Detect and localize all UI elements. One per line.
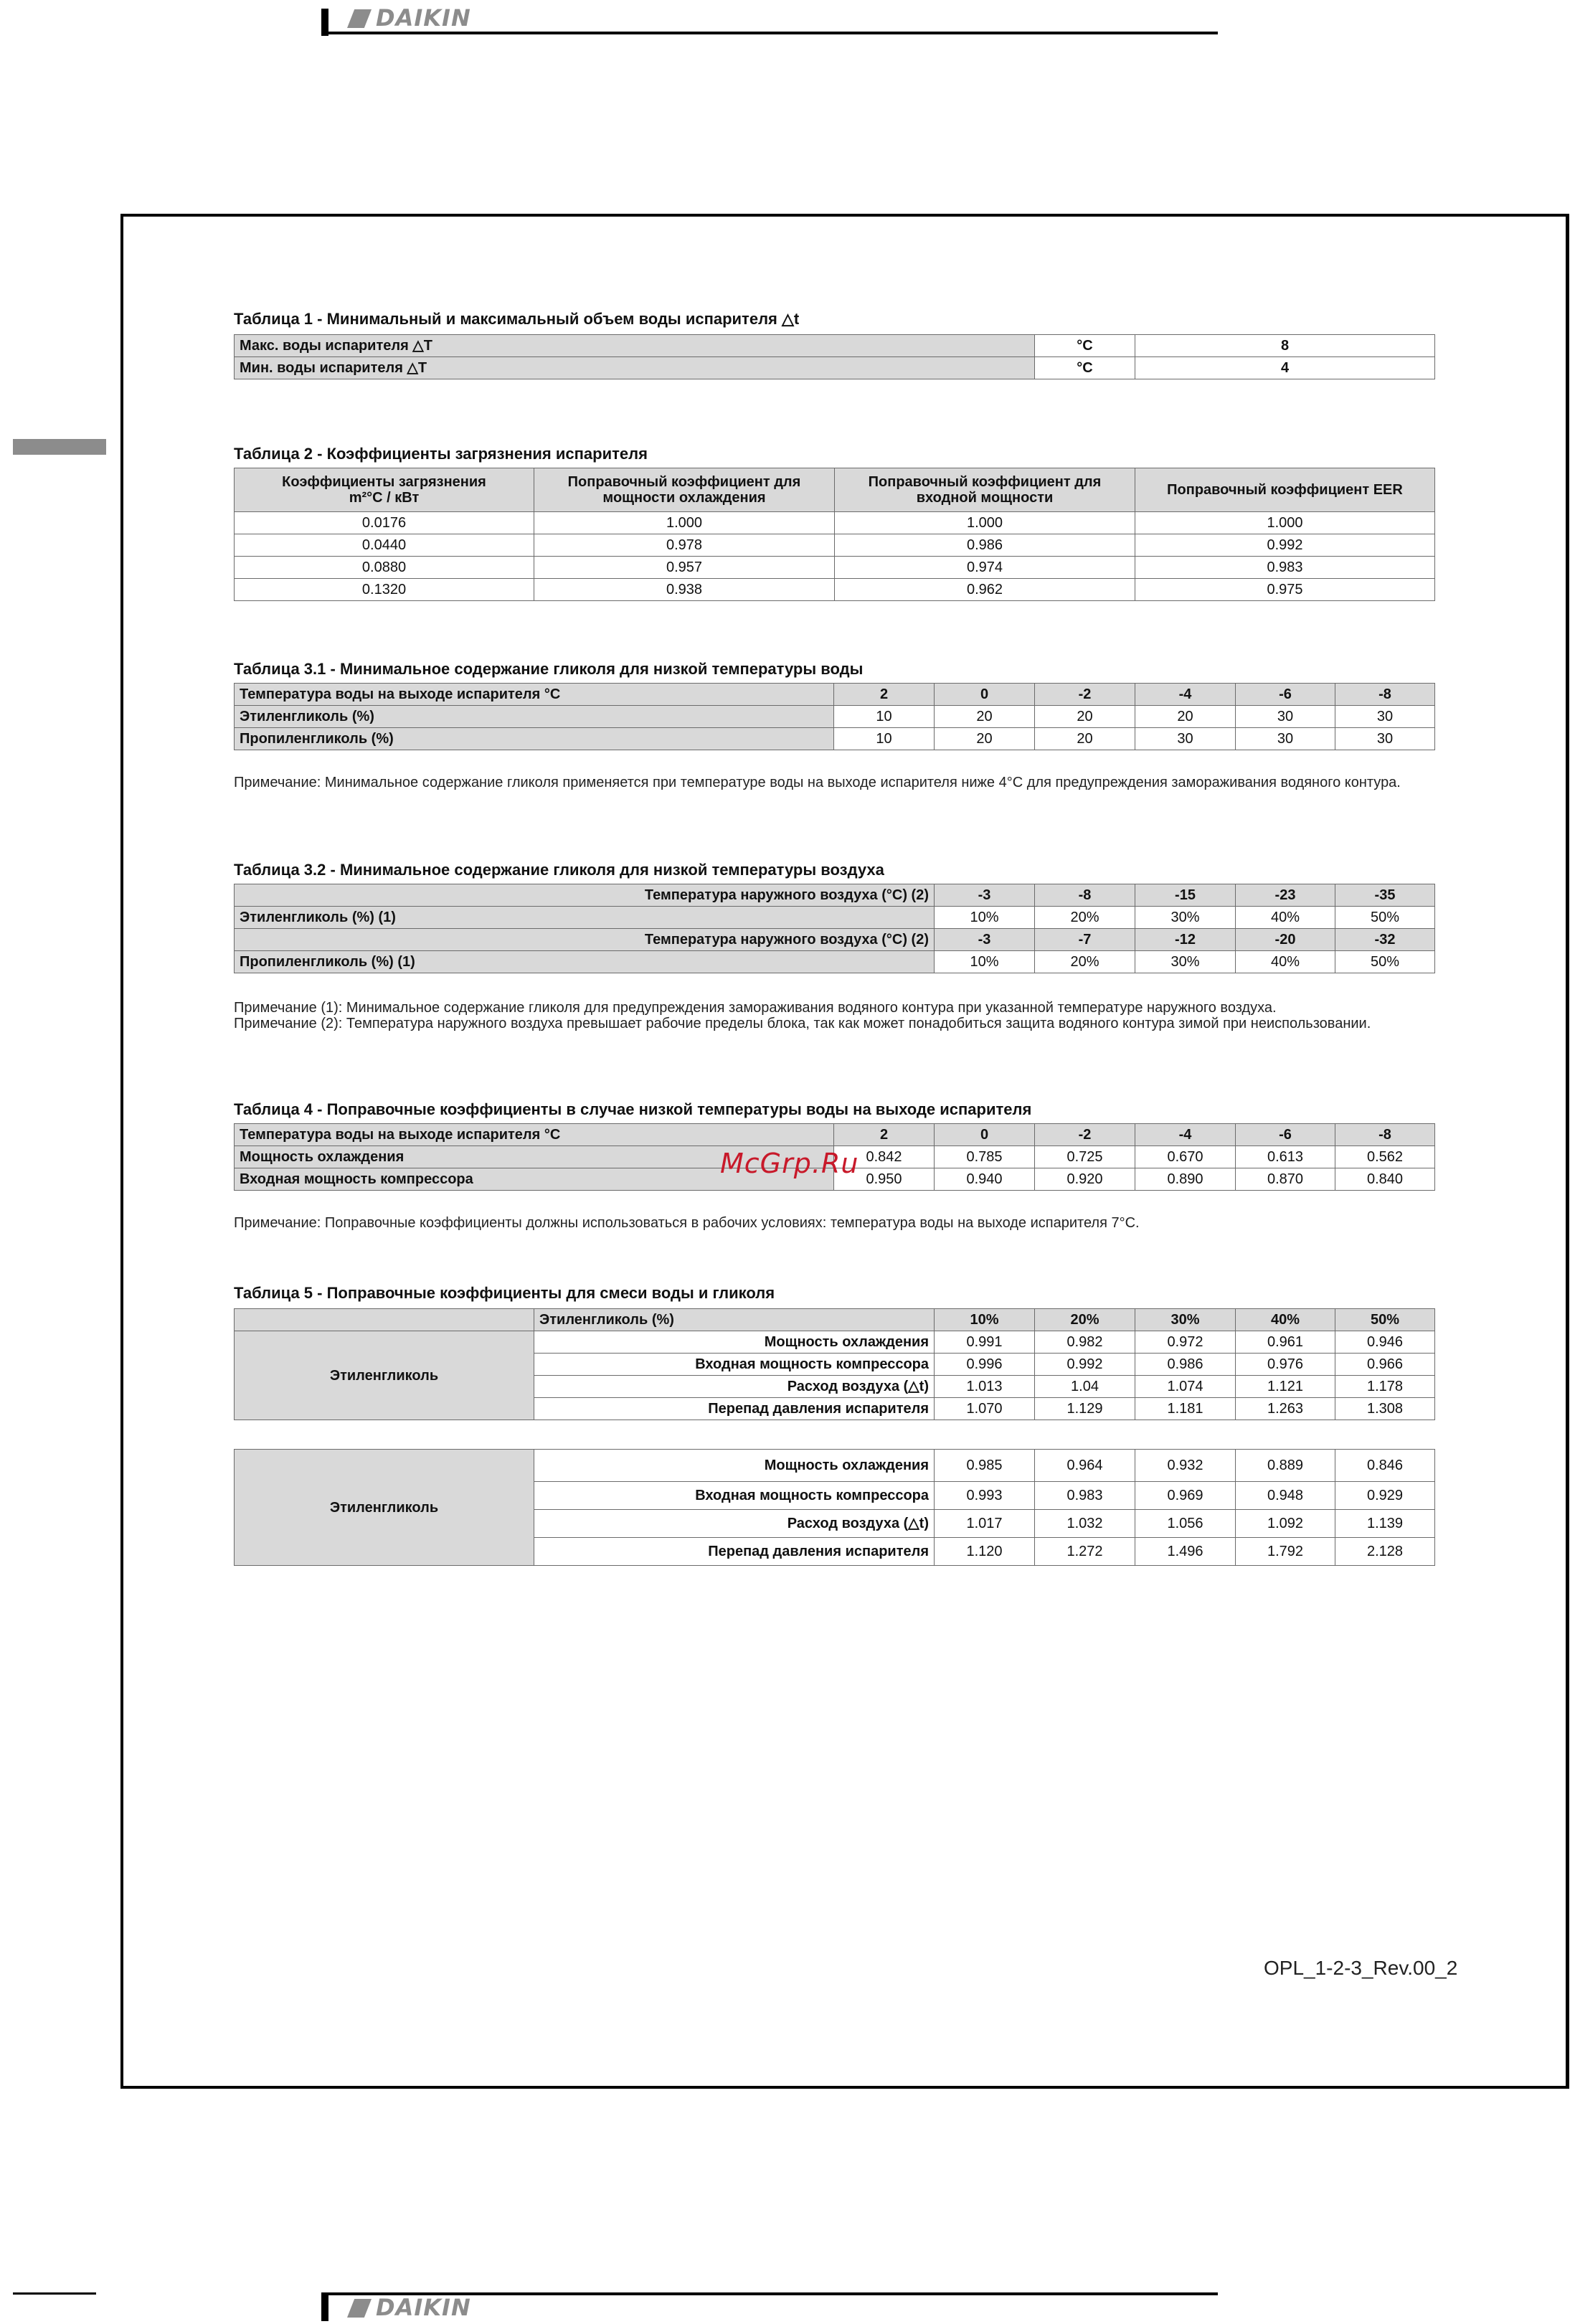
row-label: Входная мощность компрессора: [235, 1168, 834, 1191]
table-cell: 0.976: [1236, 1354, 1335, 1376]
table-cell: 20%: [1035, 951, 1135, 973]
table-cell: 0.982: [1035, 1331, 1135, 1354]
temp-cell: -8: [1035, 884, 1135, 907]
temp-cell: -6: [1236, 684, 1335, 706]
table-header-row: [235, 884, 1435, 907]
row-label: Мощность охлаждения: [534, 1331, 935, 1354]
table-cell: 30: [1236, 728, 1335, 750]
table-cell: 1.496: [1135, 1538, 1236, 1566]
table-cell: 1.013: [935, 1376, 1035, 1398]
table-cell: 1.070: [935, 1398, 1035, 1420]
header-fouling: [235, 468, 534, 512]
brand-logo: [347, 4, 471, 32]
row-label: Пропиленгликоль (%): [235, 728, 834, 750]
table-cell: 0.950: [834, 1168, 935, 1191]
temp-cell: -2: [1035, 1124, 1135, 1146]
table-cell: 0.938: [534, 579, 835, 601]
percent-cell: 30%: [1135, 1309, 1236, 1331]
table-cell: 30%: [1135, 951, 1236, 973]
temp-cell: 2: [834, 684, 935, 706]
table-cell: 0.932: [1135, 1450, 1236, 1482]
header-text: Коэффициенты загрязнения: [282, 474, 486, 490]
row-label: Перепад давления испарителя: [534, 1538, 935, 1566]
table-cell: 0.870: [1236, 1168, 1335, 1191]
table-cell: 1.074: [1135, 1376, 1236, 1398]
table-cell: 10%: [935, 951, 1035, 973]
row-label: Макс. воды испарителя △T: [235, 335, 1035, 357]
table-cell: 20: [1135, 706, 1236, 728]
temp-cell: -4: [1135, 1124, 1236, 1146]
table-header-row: [235, 929, 1435, 951]
table-cell: 0.842: [834, 1146, 935, 1168]
table-cell: 0.969: [1135, 1482, 1236, 1510]
footer-mark: [321, 2292, 328, 2321]
temp-cell: -8: [1335, 1124, 1435, 1146]
unit-cell: °C: [1035, 357, 1135, 379]
table-cell: 1.092: [1236, 1510, 1335, 1538]
table-cell: 0.986: [835, 534, 1135, 557]
table32: [234, 884, 1435, 973]
table-cell: 20: [1035, 706, 1135, 728]
percent-cell: 20%: [1035, 1309, 1135, 1331]
temp-cell: 2: [834, 1124, 935, 1146]
table-cell: 1.272: [1035, 1538, 1135, 1566]
table-row: [235, 1331, 1435, 1354]
table-cell: 0.929: [1335, 1482, 1435, 1510]
table-cell: 0.983: [1035, 1482, 1135, 1510]
table-cell: 1.129: [1035, 1398, 1135, 1420]
table-cell: 30: [1135, 728, 1236, 750]
table-row: [235, 706, 1435, 728]
table-cell: 30: [1236, 706, 1335, 728]
table-cell: 0.992: [1035, 1354, 1135, 1376]
side-tab-marker: [13, 439, 106, 455]
temp-cell: -4: [1135, 684, 1236, 706]
percent-cell: 40%: [1236, 1309, 1335, 1331]
header-rule: [321, 32, 1218, 34]
table-cell: 1.121: [1236, 1376, 1335, 1398]
temp-cell: -20: [1236, 929, 1335, 951]
temp-cell: -2: [1035, 684, 1135, 706]
header-label: Температура воды на выходе испарителя °C: [235, 1124, 834, 1146]
row-label: Мощность охлаждения: [235, 1146, 834, 1168]
brand-name: DAIKIN: [376, 4, 471, 32]
group-label: Этиленгликоль: [235, 1450, 534, 1566]
table-cell: 20: [1035, 728, 1135, 750]
header-label: Температура воды на выходе испарителя °C: [235, 684, 834, 706]
table-cell: 0.992: [1135, 534, 1435, 557]
table-cell: 0.725: [1035, 1146, 1135, 1168]
table-cell: 1.263: [1236, 1398, 1335, 1420]
footer-left-rule: [13, 2292, 96, 2295]
header-input: Поправочный коэффициент для входной мощности: [835, 468, 1135, 512]
table-cell: 0.0176: [235, 512, 534, 534]
table32-note-2: Примечание (2): Температура наружного воздуха превышает рабочие пределы блока, так как может понадобиться защита водяного контура зимой при неиспользовании.: [234, 1016, 1371, 1031]
table-cell: 0.974: [835, 557, 1135, 579]
table-header-row: [235, 1309, 1435, 1331]
table-cell: 0.946: [1335, 1331, 1435, 1354]
temp-cell: -12: [1135, 929, 1236, 951]
table2: [234, 468, 1435, 601]
brand-logo-icon: [347, 9, 372, 28]
table-cell: 0.962: [835, 579, 1135, 601]
table-cell: 40%: [1236, 951, 1335, 973]
header-cooling: Поправочный коэффициент для мощности охлаждения: [534, 468, 835, 512]
group-label: Этиленгликоль: [235, 1331, 534, 1420]
table-cell: 10%: [935, 907, 1035, 929]
table-row: [235, 357, 1435, 379]
table-cell: 1.139: [1335, 1510, 1435, 1538]
brand-name: DAIKIN: [376, 2294, 471, 2321]
table4-title: Таблица 4 - Поправочные коэффициенты в случае низкой температуры воды на выходе испарителя: [234, 1100, 1032, 1118]
table-cell: 0.1320: [235, 579, 534, 601]
document-code: OPL_1-2-3_Rev.00_2: [1264, 1957, 1458, 1979]
table-cell: 1.000: [1135, 512, 1435, 534]
row-label: Входная мощность компрессора: [534, 1354, 935, 1376]
table-cell: 0.961: [1236, 1331, 1335, 1354]
header-unit: m²°C / кВт: [349, 490, 420, 506]
table-row: [235, 951, 1435, 973]
table-cell: 0.978: [534, 534, 835, 557]
table-header-row: [235, 684, 1435, 706]
table-cell: 20: [935, 728, 1035, 750]
row-label: Расход воздуха (△t): [534, 1376, 935, 1398]
table-cell: 0.991: [935, 1331, 1035, 1354]
table-cell: 1.017: [935, 1510, 1035, 1538]
unit-cell: °C: [1035, 335, 1135, 357]
temp-cell: -32: [1335, 929, 1435, 951]
table-cell: 2.128: [1335, 1538, 1435, 1566]
table-cell: 1.000: [835, 512, 1135, 534]
table-cell: 0.940: [935, 1168, 1035, 1191]
table-row: [235, 907, 1435, 929]
temp-cell: -35: [1335, 884, 1435, 907]
table-cell: 0.975: [1135, 579, 1435, 601]
row-label: Этиленгликоль (%) (1): [235, 907, 935, 929]
row-label: Температура наружного воздуха (°C) (2): [235, 884, 935, 907]
table-header-row: [235, 1124, 1435, 1146]
table-cell: 0.996: [935, 1354, 1035, 1376]
table4-note: Примечание: Поправочные коэффициенты должны использоваться в рабочих условиях: температура воды на выходе испарителя 7°C.: [234, 1215, 1140, 1231]
table-cell: 0.0440: [235, 534, 534, 557]
corner-cell: [235, 1309, 534, 1331]
table-cell: 10: [834, 706, 935, 728]
table-cell: 50%: [1335, 907, 1435, 929]
table-cell: 10: [834, 728, 935, 750]
table32-title: Таблица 3.2 - Минимальное содержание гликоля для низкой температуры воздуха: [234, 861, 884, 879]
row-label: Входная мощность компрессора: [534, 1482, 935, 1510]
table-cell: 1.056: [1135, 1510, 1236, 1538]
table-cell: 1.04: [1035, 1376, 1135, 1398]
row-label: Температура наружного воздуха (°C) (2): [235, 929, 935, 951]
table31: [234, 683, 1435, 750]
table-cell: 0.613: [1236, 1146, 1335, 1168]
value-cell: 8: [1135, 335, 1435, 357]
table-row: [235, 335, 1435, 357]
percent-cell: 50%: [1335, 1309, 1435, 1331]
table5-group2: [234, 1449, 1435, 1566]
table2-title: Таблица 2 - Коэффициенты загрязнения испарителя: [234, 445, 648, 463]
row-label: Этиленгликоль (%): [235, 706, 834, 728]
table-cell: 1.792: [1236, 1538, 1335, 1566]
row-label: Пропиленгликоль (%) (1): [235, 951, 935, 973]
table32-note-1: Примечание (1): Минимальное содержание гликоля для предупреждения замораживания водяного контура при указанной температуре наружного воздуха.: [234, 1000, 1277, 1016]
table-cell: 30%: [1135, 907, 1236, 929]
table-cell: 40%: [1236, 907, 1335, 929]
table-cell: 0.846: [1335, 1450, 1435, 1482]
table-row: [235, 1450, 1435, 1482]
temp-cell: -8: [1335, 684, 1435, 706]
table31-note: Примечание: Минимальное содержание гликоля применяется при температуре воды на выходе испарителя ниже 4°C для предупреждения замораживания водяного контура.: [234, 775, 1401, 790]
temp-cell: -3: [935, 929, 1035, 951]
table-cell: 0.964: [1035, 1450, 1135, 1482]
table31-title: Таблица 3.1 - Минимальное содержание гликоля для низкой температуры воды: [234, 660, 864, 678]
table-cell: 30: [1335, 706, 1435, 728]
table-cell: 0.670: [1135, 1146, 1236, 1168]
table-cell: 0.957: [534, 557, 835, 579]
table-cell: 1.181: [1135, 1398, 1236, 1420]
temp-cell: -15: [1135, 884, 1236, 907]
table-cell: 0.986: [1135, 1354, 1236, 1376]
table-cell: 20%: [1035, 907, 1135, 929]
table-cell: 0.0880: [235, 557, 534, 579]
table-cell: 1.032: [1035, 1510, 1135, 1538]
table-row: [235, 534, 1435, 557]
table1: [234, 334, 1435, 379]
table-cell: 0.983: [1135, 557, 1435, 579]
footer-brand-logo: [347, 2294, 471, 2321]
table-cell: 50%: [1335, 951, 1435, 973]
table-cell: 0.985: [935, 1450, 1035, 1482]
table-cell: 0.562: [1335, 1146, 1435, 1168]
table-cell: 0.890: [1135, 1168, 1236, 1191]
table5-title: Таблица 5 - Поправочные коэффициенты для смеси воды и гликоля: [234, 1284, 775, 1302]
percent-cell: 10%: [935, 1309, 1035, 1331]
table-row: [235, 512, 1435, 534]
table-cell: 30: [1335, 728, 1435, 750]
table-row: [235, 728, 1435, 750]
temp-cell: 0: [935, 684, 1035, 706]
table-cell: 1.178: [1335, 1376, 1435, 1398]
row-label: Расход воздуха (△t): [534, 1510, 935, 1538]
table-row: [235, 557, 1435, 579]
table1-title: Таблица 1 - Минимальный и максимальный объем воды испарителя △t: [234, 310, 800, 328]
temp-cell: 0: [935, 1124, 1035, 1146]
value-cell: 4: [1135, 357, 1435, 379]
brand-logo-icon: [347, 2299, 372, 2318]
table-cell: 0.948: [1236, 1482, 1335, 1510]
table5-group1: [234, 1308, 1435, 1420]
table-header-row: [235, 468, 1435, 512]
row-label: Перепад давления испарителя: [534, 1398, 935, 1420]
temp-cell: -3: [935, 884, 1035, 907]
table-cell: 1.308: [1335, 1398, 1435, 1420]
table-cell: 0.889: [1236, 1450, 1335, 1482]
row-label: Мощность охлаждения: [534, 1450, 935, 1482]
table-cell: 0.920: [1035, 1168, 1135, 1191]
header-eer: Поправочный коэффициент EER: [1135, 468, 1435, 512]
table-cell: 0.993: [935, 1482, 1035, 1510]
table-cell: 1.120: [935, 1538, 1035, 1566]
row-label: Мин. воды испарителя △T: [235, 357, 1035, 379]
table-row: [235, 579, 1435, 601]
table-cell: 1.000: [534, 512, 835, 534]
temp-cell: -6: [1236, 1124, 1335, 1146]
table-cell: 0.966: [1335, 1354, 1435, 1376]
temp-cell: -23: [1236, 884, 1335, 907]
table-cell: 20: [935, 706, 1035, 728]
temp-cell: -7: [1035, 929, 1135, 951]
table-cell: 0.840: [1335, 1168, 1435, 1191]
header-label: Этиленгликоль (%): [534, 1309, 935, 1331]
watermark: McGrp.Ru: [720, 1148, 859, 1179]
table-cell: 0.972: [1135, 1331, 1236, 1354]
table-cell: 0.785: [935, 1146, 1035, 1168]
